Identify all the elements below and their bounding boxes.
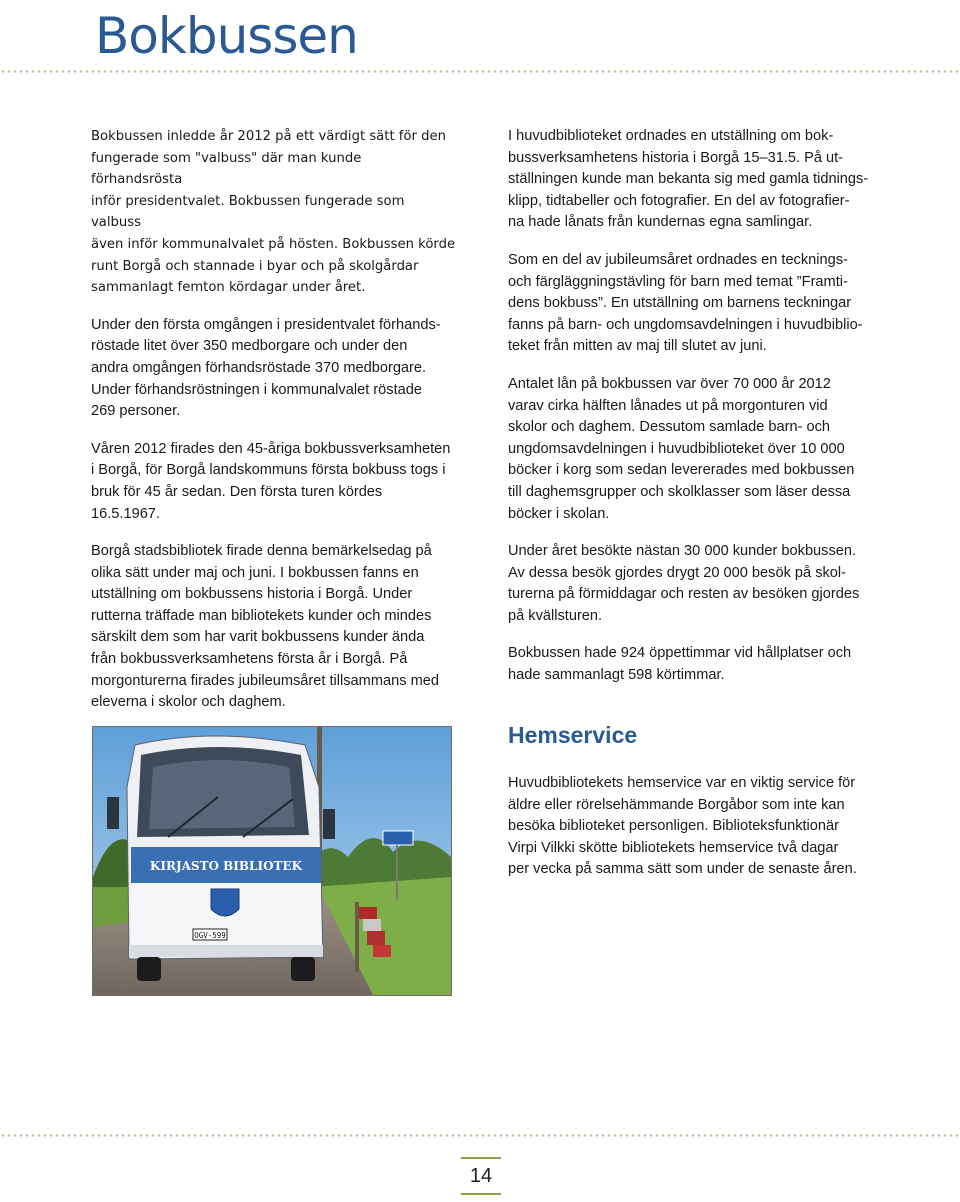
header-dotted-rule — [0, 70, 960, 73]
left-text-column — [91, 126, 456, 730]
paragraph: Under den första omgången i presidentvalet förhands- röstade litet över 350 medborgare och under den andra omgången förhandsröstade 370 medborgare. Under förhandsröstningen i kommunalvalet röstade 269 personer. — [91, 316, 441, 420]
page-title: Bokbussen — [95, 7, 358, 65]
paragraph: Som en del av jubileumsåret ordnades en tecknings- och färgläggningstävling för barn med temat ”Framti- dens bokbuss”. En utställning om barnens teckningar fanns på barn- och ungdomsavdelningen i huvudbiblio- teket från mitten av maj till slutet av juni. — [508, 251, 863, 355]
hemservice-paragraph: Huvudbibliotekets hemservice var en viktig service för äldre eller rörelsehämmande Borgåbor som inte kan besöka biblioteket personligen. Biblioteksfunktionär Virpi Vilkki skötte bibliotekets hemservice två dagar per vecka på samma sätt som under de senaste åren. — [508, 775, 857, 878]
paragraph: Bokbussen hade 924 öppettimmar vid hållplatser och hade sammanlagt 598 körtimmar. — [508, 645, 852, 684]
hemservice-heading: Hemservice — [508, 722, 638, 748]
paragraph: Antalet lån på bokbussen var över 70 000 år 2012 varav cirka hälften lånades ut på morgonturen vid skolor och daghem. Dessutom samlade barn- och ungdomsavdelningen i huvudbiblioteket över 10 000 böcker i korg som sedan levererades med bokbussen till daghemsgrupper och skolklasser som läser dessa böcker i skolan. — [508, 375, 855, 522]
footer-dotted-rule — [0, 1134, 960, 1137]
page-number: 14 — [461, 1157, 501, 1195]
paragraph: Våren 2012 firades den 45-åriga bokbussverksamheten i Borgå, för Borgå landskommuns första bokbuss togs i bruk för 45 år sedan. Den första turen kördes 16.5.1967. — [91, 440, 451, 522]
paragraph: Borgå stadsbibliotek firade denna bemärkelsedag på olika sätt under maj och juni. I bokbussen fanns en utställning om bokbussens historia i Borgå. Under rutterna träffade man bibliotekets kunder och mindes särskilt dem som har varit bokbussens kunder ända från bokbussverksamhetens första år i Borgå. På morgonturerna firades jubileumsåret tillsammans med eleverna i skolor och daghem. — [91, 543, 439, 711]
license-plate-text: OGV-599 — [194, 931, 226, 940]
bus-sign-text: KIRJASTO BIBLIOTEK — [149, 859, 303, 873]
paragraph: I huvudbiblioteket ordnades en utställning om bok- bussverksamhetens historia i Borgå 15–31.5. På ut- ställningen kunde man bekanta sig med gamla tidnings- klipp, tidtabeller och fotografier. En del av fotografier- na hade lånats från kundernas egna samlingar. — [508, 128, 869, 231]
paragraph: Under året besökte nästan 30 000 kunder bokbussen. Av dessa besök gjordes drygt 20 000 besök på skol- turerna på förmiddagar och resten av besöken gjordes på kvällsturen. — [508, 543, 860, 624]
right-text-column — [508, 126, 880, 703]
bookbus-photo — [92, 726, 452, 996]
paragraph: Bokbussen inledde år 2012 på ett värdigt sätt för den fungerade som "valbuss" där man kunde förhandsrösta inför presidentvalet. Bokbussen fungerade som valbuss även inför kommunalvalet på hösten. Bokbussen körde runt Borgå och stannade i byar och på skolgårdar sammanlagt femton kördagar under året. — [91, 129, 456, 296]
